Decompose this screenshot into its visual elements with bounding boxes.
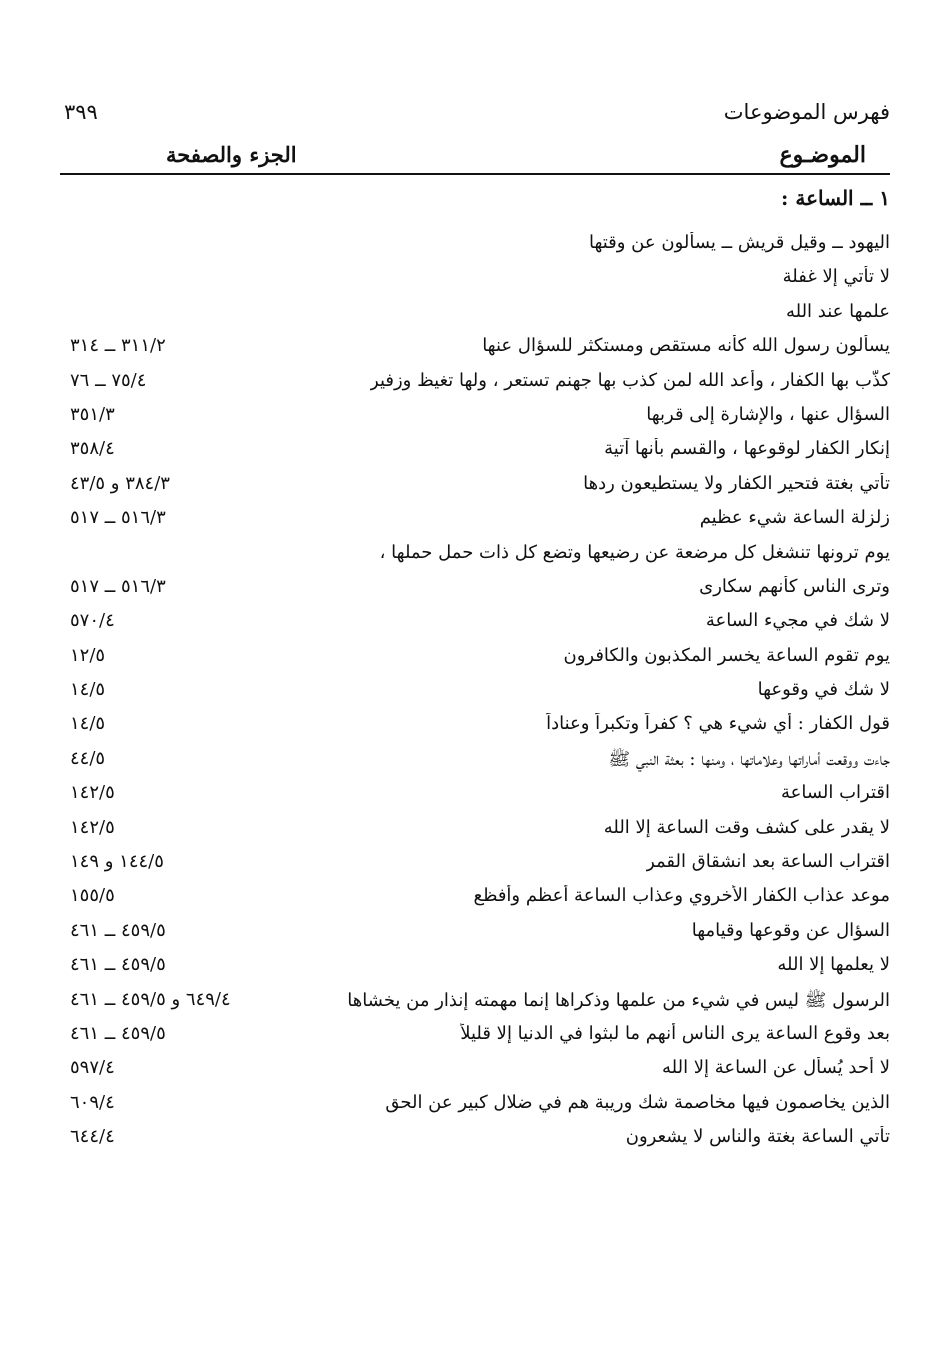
entry-topic: موعد عذاب الكفار الأخروي وعذاب الساعة أعظم وأفظع	[473, 885, 890, 907]
entry-reference: ٦٤٤/٤	[70, 1126, 115, 1148]
column-headers	[60, 140, 890, 172]
entry-topic: اليهود ــ وقيل قريش ــ يسألون عن وقتها	[588, 232, 890, 253]
entry-topic: يسألون رسول الله كأنه مستقص ومستكثر للسؤال عنها	[482, 335, 890, 357]
entry-reference: ٥٧٠/٤	[70, 610, 115, 632]
entry-reference: ٤٥٩/٥ ــ ٤٦١	[70, 954, 166, 976]
index-entry	[60, 400, 890, 434]
entry-topic: لا يقدر على كشف وقت الساعة إلا الله	[603, 816, 890, 838]
index-entry	[60, 778, 890, 812]
index-entry	[60, 434, 890, 468]
entry-topic: وترى الناس كأنهم سكارى	[699, 575, 890, 597]
index-entry	[60, 950, 890, 984]
index-entry	[60, 262, 890, 296]
entry-topic: يوم تقوم الساعة يخسر المكذبون والكافرون	[563, 644, 890, 666]
entry-reference: ٧٥/٤ ــ ٧٦	[70, 369, 147, 391]
entry-reference: ٥١٦/٣ ــ ٥١٧	[70, 507, 166, 529]
entry-topic: لا شك في وقوعها	[757, 679, 890, 701]
entry-topic: تأتي الساعة بغتة والناس لا يشعرون	[625, 1126, 890, 1148]
entry-reference: ٦٠٩/٤	[70, 1091, 115, 1113]
index-entry	[60, 469, 890, 503]
entry-reference: ١٤/٥	[70, 713, 106, 735]
index-entry	[60, 331, 890, 365]
entry-topic: جاءت ووقعت أماراتها وعلاماتها ، ومنها : بعثة النبي ﷺ	[608, 748, 890, 770]
entry-reference: ١٤٢/٥	[70, 816, 115, 838]
entry-topic: الذين يخاصمون فيها مخاصمة شك وريبة هم في ضلال كبير عن الحق	[385, 1091, 890, 1113]
entry-topic: اقتراب الساعة	[780, 782, 890, 804]
index-entry	[60, 675, 890, 709]
topic-column-header: الموضـوع	[779, 142, 866, 168]
entry-topic: الرسول ﷺ ليس في شيء من علمها وذكراها إنما مهمته إنذار من يخشاها	[347, 989, 890, 1011]
entry-reference: ٤٥٩/٥ ــ ٤٦١	[70, 919, 166, 941]
header-divider	[60, 173, 890, 175]
entry-reference: ١٤٤/٥ و ١٤٩	[70, 851, 164, 873]
index-entries	[60, 228, 890, 1157]
entry-reference: ٣١١/٢ ــ ٣١٤	[70, 335, 166, 357]
reference-column-header: الجزء والصفحة	[166, 142, 297, 167]
entry-topic: قول الكفار : أي شيء هي ؟ كفراً وتكبراً وعناداً	[546, 713, 890, 735]
index-entry	[60, 709, 890, 743]
entry-reference: ٣٥١/٣	[70, 403, 115, 425]
index-entry	[60, 985, 890, 1019]
entry-topic: زلزلة الساعة شيء عظيم	[699, 507, 890, 529]
entry-reference: ٦٤٩/٤ و ٤٥٩/٥ ــ ٤٦١	[70, 988, 231, 1010]
index-entry	[60, 847, 890, 881]
entry-reference: ١٥٥/٥	[70, 885, 115, 907]
entry-reference: ٣٥٨/٤	[70, 438, 115, 460]
index-entry	[60, 916, 890, 950]
section-title: ١ ــ الساعة :	[781, 186, 890, 210]
entry-topic: كذّب بها الكفار ، وأعد الله لمن كذب بها جهنم تستعر ، ولها تغيظ وزفير	[370, 369, 890, 391]
entry-topic: لا شك في مجيء الساعة	[705, 610, 890, 632]
entry-topic: لا يعلمها إلا الله	[777, 954, 890, 976]
entry-reference: ١٤٢/٥	[70, 782, 115, 804]
index-entry	[60, 1088, 890, 1122]
entry-topic: لا تأتي إلا غفلة	[782, 266, 890, 288]
index-entry	[60, 881, 890, 915]
entry-topic: بعد وقوع الساعة يرى الناس أنهم ما لبثوا في الدنيا إلا قليلاً	[460, 1022, 890, 1044]
index-entry	[60, 503, 890, 537]
index-entry	[60, 641, 890, 675]
index-entry	[60, 744, 890, 778]
entry-reference: ٤٥٩/٥ ــ ٤٦١	[70, 1022, 166, 1044]
index-entry	[60, 572, 890, 606]
running-head	[60, 100, 890, 130]
entry-reference: ٥١٦/٣ ــ ٥١٧	[70, 575, 166, 597]
index-entry	[60, 538, 890, 572]
index-entry	[60, 366, 890, 400]
entry-reference: ٣٨٤/٣ و ٤٣/٥	[70, 472, 170, 494]
entry-topic: يوم ترونها تنشغل كل مرضعة عن رضيعها وتضع كل ذات حمل حملها ،	[379, 541, 890, 563]
entry-topic: لا أحد يُسأل عن الساعة إلا الله	[661, 1057, 890, 1079]
index-entry	[60, 1122, 890, 1156]
entry-topic: إنكار الكفار لوقوعها ، والقسم بأنها آتية	[604, 438, 890, 460]
index-entry	[60, 228, 890, 262]
index-entry	[60, 813, 890, 847]
entry-reference: ١٤/٥	[70, 679, 106, 701]
entry-topic: السؤال عن وقوعها وقيامها	[691, 919, 890, 941]
entry-reference: ١٢/٥	[70, 644, 106, 666]
running-title: فهرس الموضوعات	[723, 100, 890, 124]
index-entry	[60, 297, 890, 331]
index-entry	[60, 1019, 890, 1053]
page-number: ٣٩٩	[64, 100, 98, 124]
index-entry	[60, 1053, 890, 1087]
entry-topic: تأتي بغتة فتحير الكفار ولا يستطيعون ردها	[583, 472, 890, 494]
entry-reference: ٥٩٧/٤	[70, 1057, 115, 1079]
entry-reference: ٤٤/٥	[70, 747, 106, 769]
entry-topic: علمها عند الله	[785, 300, 890, 322]
entry-topic: السؤال عنها ، والإشارة إلى قربها	[646, 403, 890, 425]
entry-topic: اقتراب الساعة بعد انشقاق القمر	[646, 851, 890, 873]
index-entry	[60, 606, 890, 640]
